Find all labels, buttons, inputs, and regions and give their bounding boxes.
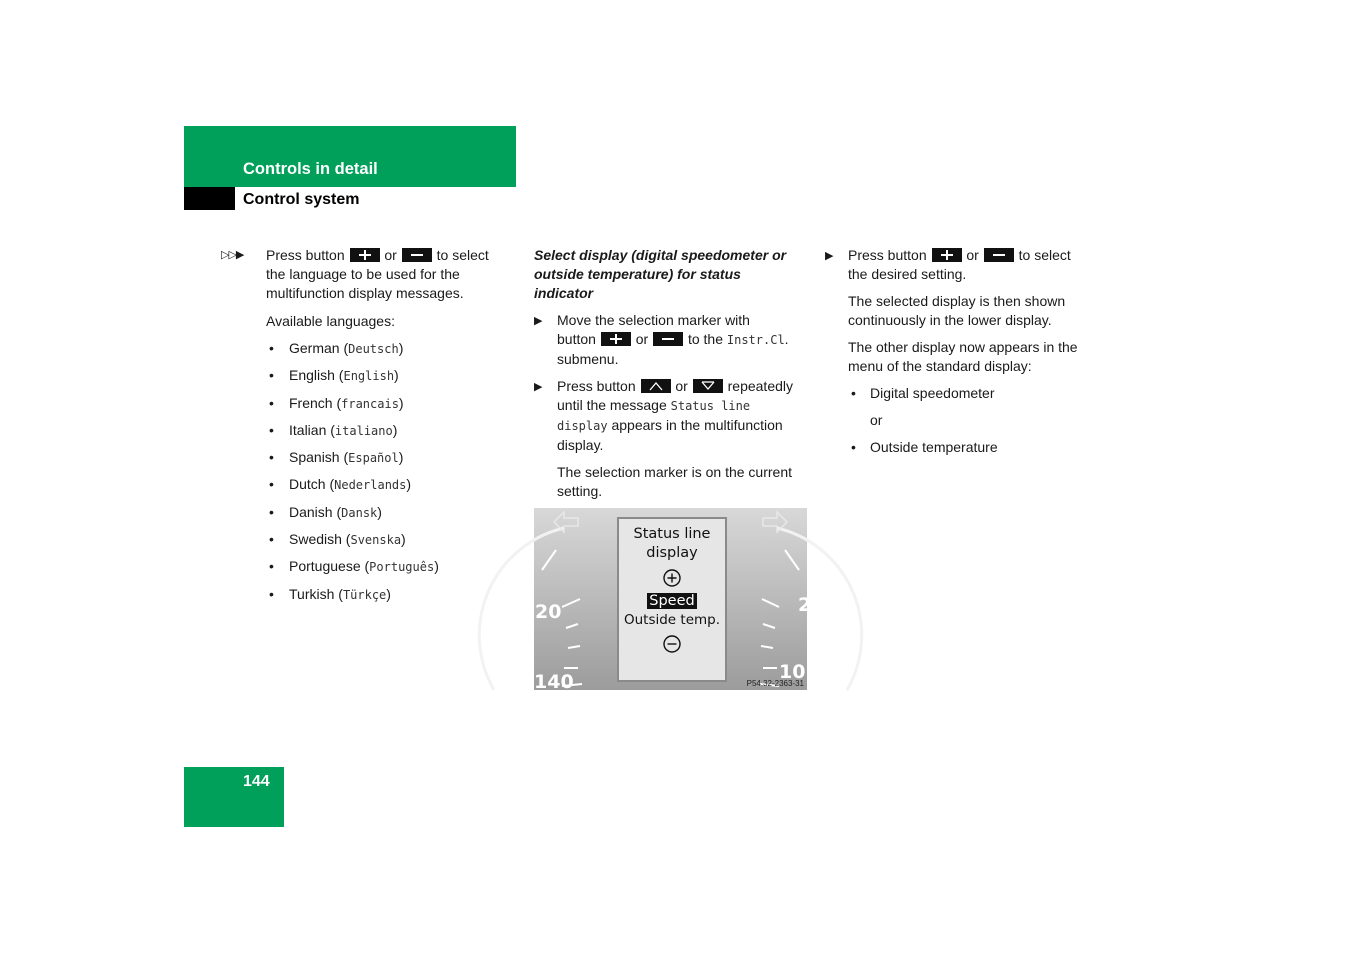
- column-3: [825, 246, 1095, 457]
- gauge-label: 2: [798, 594, 812, 616]
- minus-button-icon: [984, 248, 1014, 262]
- minus-button-icon: [653, 332, 683, 346]
- native-language-name: francais: [341, 396, 399, 411]
- lcd-minus-icon: [619, 634, 725, 654]
- language-item: • Portuguese (Português): [269, 558, 439, 575]
- step-arrow-icon: ▶: [534, 381, 543, 393]
- gauge-label: 10: [779, 661, 806, 683]
- native-language-name: English: [343, 369, 395, 384]
- native-language-name: Dansk: [341, 505, 378, 520]
- plus-button-icon: [350, 248, 380, 262]
- bullet: •: [269, 531, 274, 548]
- plus-button-icon: [601, 332, 631, 346]
- bullet: •: [269, 394, 274, 411]
- instrument-cluster-figure: [534, 508, 812, 693]
- section-heading: Select display (digital speedometer or outside temperature) for status indicator: [534, 247, 787, 301]
- or-text: or: [870, 412, 883, 428]
- native-language-name: Svenska: [350, 533, 402, 548]
- continuation-icon: ▷▷▶: [221, 249, 244, 261]
- menu-name: Instr.Cl: [726, 333, 785, 347]
- multifunction-display: [617, 517, 727, 682]
- figure-code: P54.32-2363-31: [746, 679, 804, 688]
- step-move-marker: ▶ Move the selection marker with button or to the Instr.Cl. submenu.: [534, 312, 789, 367]
- lcd-plus-icon: [619, 568, 725, 588]
- bullet: •: [269, 503, 274, 520]
- bullet: •: [269, 367, 274, 384]
- lcd-status-line: Status line: [633, 526, 711, 542]
- step-select-setting: ▶ Press button or to select the desired setting.: [825, 247, 1071, 282]
- message-text: Status line: [670, 399, 751, 413]
- gauge-label: 20: [535, 601, 562, 623]
- language-item: • Spanish (Español): [269, 449, 404, 466]
- column-1: [266, 246, 516, 612]
- bullet: •: [269, 476, 274, 493]
- section-title: Controls in detail: [243, 160, 378, 178]
- language-item: • Turkish (Türkçe): [269, 585, 391, 602]
- lcd-option: Outside temp.: [623, 612, 721, 628]
- bullet: •: [269, 421, 274, 438]
- language-list: [266, 339, 516, 612]
- available-languages-label: Available languages:: [266, 313, 395, 329]
- step-press-arrows: ▶ Press button or repeatedly until the message Status line display appears in the multifunction display.: [534, 378, 794, 453]
- lcd-display-line: display: [646, 545, 698, 561]
- subsection-marker: [184, 187, 235, 210]
- selection-note: The selection marker is on the current setting.: [557, 464, 792, 499]
- column-2: [534, 246, 809, 501]
- bullet: •: [269, 558, 274, 575]
- down-button-icon: [693, 379, 723, 393]
- gauge-label: 140: [534, 671, 574, 693]
- minus-button-icon: [402, 248, 432, 262]
- subsection-title: Control system: [243, 191, 360, 208]
- language-item: • Swedish (Svenska): [269, 531, 406, 548]
- bullet: •: [269, 449, 274, 466]
- native-language-name: Português: [369, 560, 435, 575]
- bullet: •: [269, 585, 274, 602]
- language-item: • Danish (Dansk): [269, 503, 382, 520]
- bullet: •: [851, 439, 856, 455]
- language-item: • Italian (italiano): [269, 421, 398, 438]
- list-item: • Outside temperature: [851, 439, 998, 455]
- step-arrow-icon: ▶: [825, 250, 834, 262]
- native-language-name: Türkçe: [342, 587, 387, 602]
- language-item: • German (Deutsch): [269, 340, 404, 356]
- bullet: •: [269, 340, 274, 356]
- native-language-name: Deutsch: [348, 342, 399, 356]
- lcd-selected-option: Speed: [649, 593, 695, 609]
- option-list: [825, 384, 1095, 457]
- list-item: • Digital speedometer: [851, 385, 995, 401]
- step-select-language: Press button or to select the language to be used for the multifunction display messages.: [266, 247, 489, 301]
- message-text: display: [557, 419, 608, 433]
- native-language-name: Nederlands: [334, 478, 407, 493]
- native-language-name: italiano: [334, 423, 393, 438]
- language-item: • French (francais): [269, 394, 404, 411]
- language-item: • English (English): [269, 367, 399, 384]
- up-button-icon: [641, 379, 671, 393]
- language-item: • Dutch (Nederlands): [269, 476, 412, 493]
- paragraph-other-display: The other display now appears in the menu of the standard display:: [848, 339, 1078, 374]
- page-number: 144: [243, 773, 270, 790]
- bullet: •: [851, 385, 856, 401]
- native-language-name: Español: [348, 451, 399, 466]
- plus-button-icon: [932, 248, 962, 262]
- paragraph-selected-display: The selected display is then shown continuously in the lower display.: [848, 293, 1066, 328]
- step-arrow-icon: ▶: [534, 315, 543, 327]
